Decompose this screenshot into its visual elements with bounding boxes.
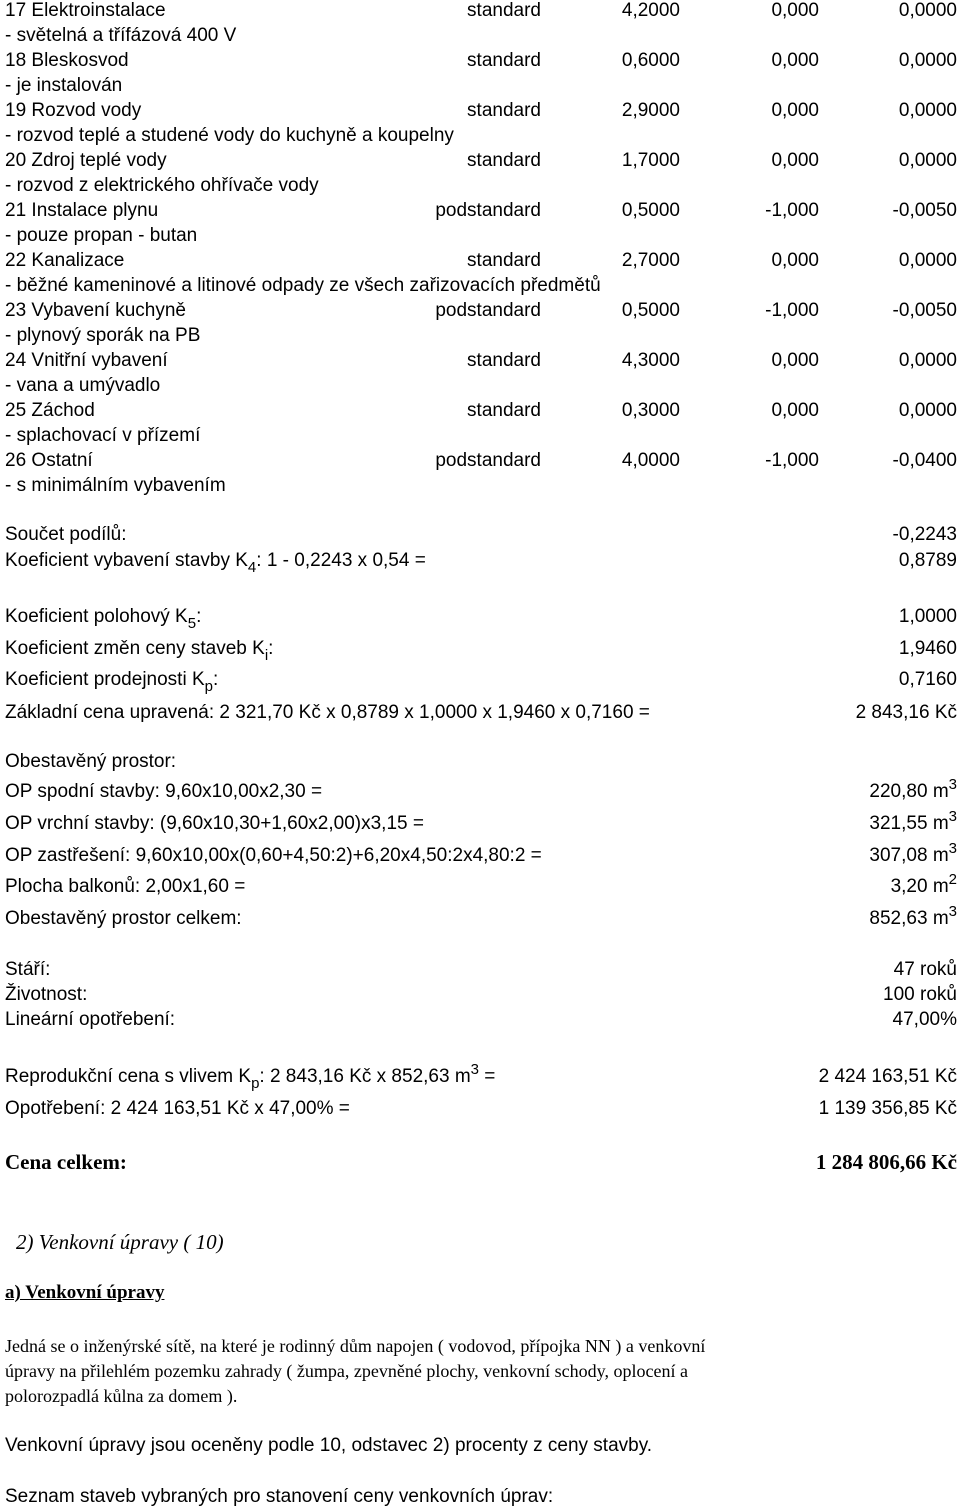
equipment-result: -0,0050 [892,200,957,221]
equipment-description: - plynový sporák na PB [5,325,201,346]
equipment-level: podstandard [435,300,541,321]
equipment-share: 0,5000 [621,200,680,221]
paragraph-line: polorozpadlá kůlna za domem ). [5,1386,238,1406]
base-price-value: 2 843,16 Kč [855,702,957,723]
equipment-level: podstandard [435,450,541,471]
volume-row-value [890,871,957,900]
ki-value: 1,9460 [898,638,957,659]
life-value: 100 roků [883,984,957,1005]
equipment-description: - vana a umývadlo [5,375,161,396]
equipment-description: - pouze propan - butan [5,225,198,246]
life-label: Životnost: [5,984,88,1005]
equipment-share: 0,3000 [621,400,680,421]
volume-row-value [869,776,957,805]
age-value: 47 roků [893,959,957,980]
list-heading: Seznam staveb vybraných pro stanovení ceny venkovních úprav: [5,1486,554,1507]
equipment-name: 20 Zdroj teplé vody [5,150,167,171]
equipment-share: 4,3000 [621,350,680,371]
total-price-value: 1 284 806,66 Kč [815,1150,957,1174]
equipment-coef: 0,000 [771,350,819,371]
equipment-result: -0,0400 [892,450,957,471]
equipment-share: 4,0000 [621,450,680,471]
kp-value: 0,7160 [898,669,957,690]
equipment-result: 0,0000 [898,100,957,121]
k5-value: 1,0000 [898,606,957,627]
sum-value: -0,2243 [892,524,957,545]
equipment-coef: 0,000 [771,400,819,421]
equipment-level: podstandard [435,200,541,221]
total-price-label: Cena celkem: [5,1150,127,1174]
paragraph-line: úpravy na přilehlém pozemku zahrady ( žumpa, zpevněné plochy, venkovní schody, oplocení a [5,1361,688,1381]
equipment-description: - splachovací v přízemí [5,425,201,446]
equipment-share: 1,7000 [621,150,680,171]
equipment-coef: -1,000 [765,300,819,321]
volume-row-value [869,903,957,932]
equipment-share: 0,5000 [621,300,680,321]
volume-unit-exponent: 3 [948,840,957,857]
equipment-level: standard [467,50,541,71]
volume-value-number: 3,20 m [890,876,949,897]
volume-row-label: Plocha balkonů: 2,00x1,60 = [5,876,246,897]
reproduction-price-value: 2 424 163,51 Kč [818,1066,957,1087]
equipment-coef: 0,000 [771,0,819,21]
equipment-result: 0,0000 [898,0,957,21]
volume-value-number: 321,55 m [869,813,949,834]
k5-label: Koeficient polohový $K_5$: [5,606,202,632]
section-subheading: a) Venkovní úpravy [5,1282,165,1303]
volume-row-label: OP spodní stavby: 9,60x10,00x2,30 = [5,781,323,802]
volume-value-number: 852,63 m [869,908,949,929]
equipment-coef: 0,000 [771,100,819,121]
equipment-name: 18 Bleskosvod [5,50,129,71]
equipment-description: - světelná a třífázová 400 V [5,25,237,46]
equipment-result: 0,0000 [898,400,957,421]
equipment-result: 0,0000 [898,50,957,71]
volume-unit-exponent: 3 [948,808,957,825]
volume-value-number: 220,80 m [869,781,949,802]
volume-unit-exponent: 2 [948,871,957,888]
volume-unit-exponent: 3 [948,903,957,920]
section-heading: 2) Venkovní úpravy ( 10) [16,1230,224,1254]
volume-row-value [869,840,957,869]
equipment-name: 19 Rozvod vody [5,100,142,121]
volume-value-number: 307,08 m [869,845,949,866]
ki-label: Koeficient změn ceny staveb $K_i$: [5,638,274,664]
equipment-coef: -1,000 [765,450,819,471]
equipment-description: - s minimálním vybavením [5,475,226,496]
equipment-level: standard [467,150,541,171]
equipment-coef: 0,000 [771,150,819,171]
equipment-name: 23 Vybavení kuchyně [5,300,186,321]
age-label: Stáří: [5,959,51,980]
sum-label: Součet podílů: [5,524,127,545]
equipment-result: 0,0000 [898,350,957,371]
equipment-description: - je instalován [5,75,123,96]
equipment-description: - běžné kameninové a litinové odpady ze všech zařizovacích předmětů [5,275,601,296]
equipment-level: standard [467,100,541,121]
equipment-name: 25 Záchod [5,400,95,421]
equipment-level: standard [467,250,541,271]
equipment-name: 22 Kanalizace [5,250,125,271]
equipment-description: - rozvod teplé a studené vody do kuchyně a koupelny [5,125,454,146]
equipment-share: 2,9000 [621,100,680,121]
equipment-result: -0,0050 [892,300,957,321]
wear-label: Opotřebení: 2 424 163,51 Kč x 47,00% = [5,1098,350,1119]
base-price-label: Základní cena upravená: 2 321,70 Kč x 0,8789 x 1,0000 x 1,9460 x 0,7160 = [5,702,650,723]
volume-row-label: Obestavěný prostor celkem: [5,908,242,929]
paragraph-line: Jedná se o inženýrské sítě, na které je rodinný dům napojen ( vodovod, přípojka NN ) a venkovní [5,1336,706,1356]
reproduction-price-label: Reprodukční cena s vlivem $K_p$: 2 843,16 Kč x 852,63 $m^3$ = [5,1061,496,1092]
equipment-name: 24 Vnitřní vybavení [5,350,168,371]
wear-rate-value: 47,00% [892,1009,957,1030]
equipment-name: 26 Ostatní [5,450,93,471]
equipment-level: standard [467,0,541,21]
equipment-name: 21 Instalace plynu [5,200,159,221]
volume-row-label: OP zastřešení: 9,60x10,00x(0,60+4,50:2)+6,20x4,50:2x4,80:2 = [5,845,542,866]
equipment-result: 0,0000 [898,150,957,171]
equipment-description: - rozvod z elektrického ohřívače vody [5,175,319,196]
equipment-level: standard [467,350,541,371]
equipment-share: 2,7000 [621,250,680,271]
valuation-note: Venkovní úpravy jsou oceněny podle 10, odstavec 2) procenty z ceny stavby. [5,1435,653,1456]
equipment-coef: 0,000 [771,50,819,71]
kp-label: Koeficient prodejnosti $K_p$: [5,669,219,695]
k4-value: 0,8789 [898,550,957,571]
equipment-share: 0,6000 [621,50,680,71]
section-paragraph [5,1334,705,1409]
wear-rate-label: Lineární opotřebení: [5,1009,176,1030]
k4-label: Koeficient vybavení stavby $K_4$: 1 - 0,2243 x 0,54 = [5,550,426,576]
volume-heading: Obestavěný prostor: [5,751,177,772]
volume-unit-exponent: 3 [948,776,957,793]
equipment-result: 0,0000 [898,250,957,271]
equipment-level: standard [467,400,541,421]
equipment-coef: -1,000 [765,200,819,221]
equipment-name: 17 Elektroinstalace [5,0,166,21]
equipment-share: 4,2000 [621,0,680,21]
volume-row-label: OP vrchní stavby: (9,60x10,30+1,60x2,00)x3,15 = [5,813,424,834]
wear-value: 1 139 356,85 Kč [818,1098,957,1119]
equipment-coef: 0,000 [771,250,819,271]
volume-row-value [869,808,957,837]
